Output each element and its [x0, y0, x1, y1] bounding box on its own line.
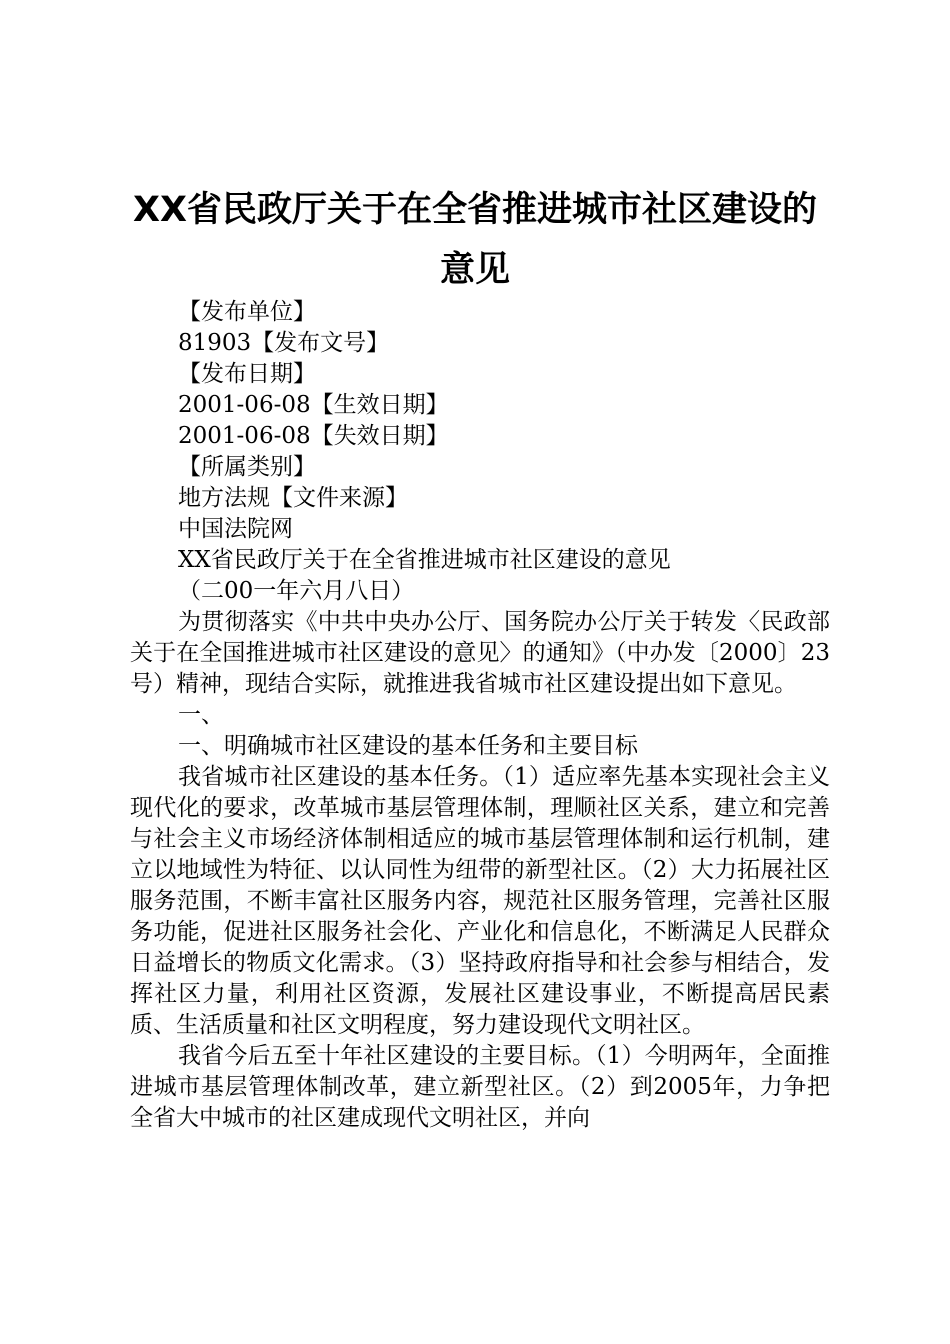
document-title-line2: 意见 — [439, 250, 510, 290]
meta-source: 中国法院网 — [178, 516, 293, 542]
paragraph-main-goals: 我省今后五至十年社区建设的主要目标。（1）今明两年，全面推进城市基层管理体制改革，建立新型社区。（2）到2005年，力争把全省大中城市的社区建成现代文明社区，并向 — [130, 1043, 830, 1131]
document-title-line1: XX省民政厅关于在全省推进城市社区建设的 — [133, 190, 817, 230]
meta-source-label: 地方法规【文件来源】 — [178, 485, 408, 511]
section-mark: 一、 — [178, 702, 224, 728]
doc-subtitle: XX省民政厅关于在全省推进城市社区建设的意见 — [178, 547, 671, 573]
document-body — [130, 297, 830, 1134]
meta-doc-number: 81903【发布文号】 — [178, 330, 390, 356]
meta-publish-date: 【发布日期】 — [178, 361, 316, 387]
meta-expiry-date: 2001-06-08【失效日期】 — [178, 423, 449, 449]
meta-category: 【所属类别】 — [178, 454, 316, 480]
paragraph-basic-tasks: 我省城市社区建设的基本任务。（1）适应率先基本实现社会主义现代化的要求，改革城市基层管理体制，理顺社区关系，建立和完善与社会主义市场经济体制相适应的城市基层管理体制和运行机制，建立以地域性为特征、以认同性为纽带的新型社区。（2）大力拓展社区服务范围，不断丰富社区服务内容，规范社区服务管理，完善社区服务功能，促进社区服务社会化、产业化和信息化，不断满足人民群众日益增长的物质文化需求。（3）坚持政府指导和社会参与相结合，发挥社区力量，利用社区资源，发展社区建设事业，不断提高居民素质、生活质量和社区文明程度，努力建设现代文明社区。 — [130, 764, 830, 1038]
section-heading: 一、明确城市社区建设的基本任务和主要目标 — [178, 733, 638, 759]
meta-effective-date: 2001-06-08【生效日期】 — [178, 392, 449, 418]
doc-date: （二00一年六月八日） — [178, 578, 415, 604]
intro-paragraph: 为贯彻落实《中共中央办公厅、国务院办公厅关于转发〈民政部关于在全国推进城市社区建设的意见〉的通知》（中办发〔2000〕23号）精神，现结合实际，就推进我省城市社区建设提出如下意见。 — [130, 609, 830, 697]
meta-publisher: 【发布单位】 — [178, 299, 316, 325]
